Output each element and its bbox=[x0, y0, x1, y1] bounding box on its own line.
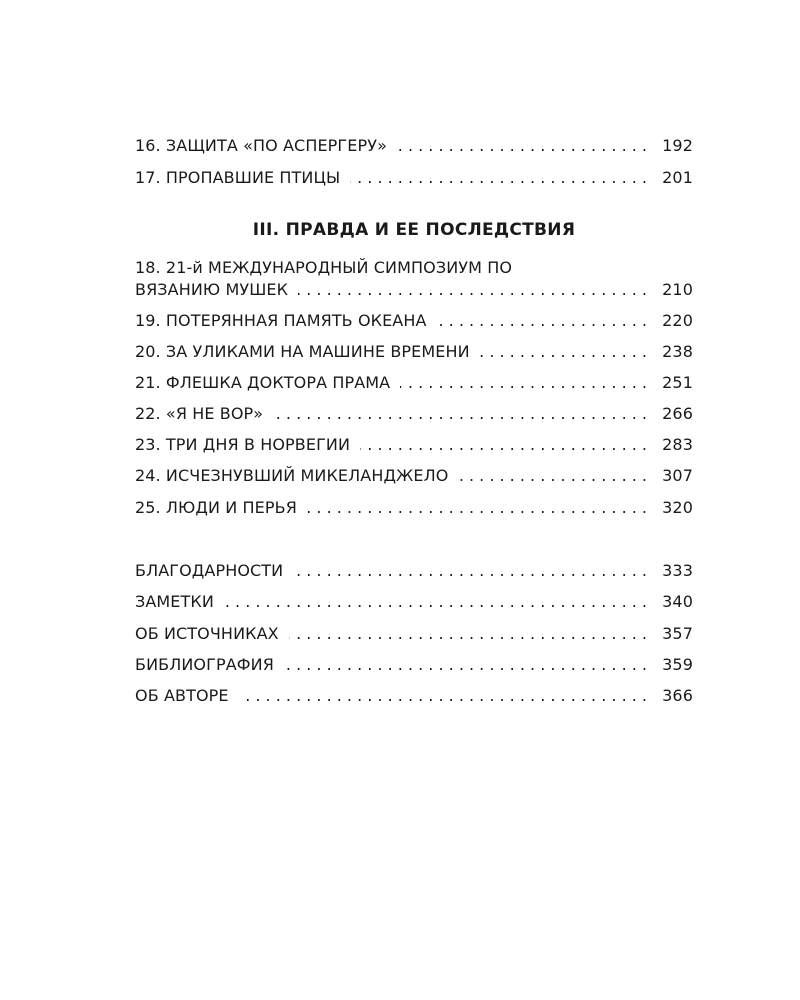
dot-leader bbox=[350, 167, 647, 189]
toc-entry-page: 201 bbox=[662, 168, 693, 187]
toc-entry-page: 192 bbox=[662, 136, 693, 155]
toc-entry-18[interactable] bbox=[135, 257, 693, 301]
toc-entry-page: 220 bbox=[662, 311, 693, 330]
toc-entry-page: 210 bbox=[662, 280, 693, 299]
toc-entry-page: 359 bbox=[662, 655, 693, 674]
toc-entry-page: 333 bbox=[662, 561, 693, 580]
toc-entry-title-line1: 18. 21-й МЕЖДУНАРОДНЫЙ СИМПОЗИУМ ПО bbox=[135, 258, 513, 277]
toc-entry-title: ОБ ИСТОЧНИКАХ bbox=[135, 624, 279, 643]
toc-entry-title: БИБЛИОГРАФИЯ bbox=[135, 655, 274, 674]
toc-entry-title: 19. ПОТЕРЯННАЯ ПАМЯТЬ ОКЕАНА bbox=[135, 311, 427, 330]
toc-entry-page: 238 bbox=[662, 342, 693, 361]
toc-entry-page: 320 bbox=[662, 498, 693, 517]
toc-entry-title: ЗАМЕТКИ bbox=[135, 592, 214, 611]
dot-leader bbox=[239, 685, 647, 707]
toc-entry-page: 357 bbox=[662, 624, 693, 643]
dot-leader bbox=[437, 310, 647, 332]
dot-leader bbox=[289, 623, 647, 645]
dot-leader bbox=[273, 403, 647, 425]
toc-entry-page: 251 bbox=[662, 373, 693, 392]
toc-entry-notes[interactable] bbox=[135, 591, 693, 613]
toc-entry-17[interactable] bbox=[135, 167, 693, 189]
toc-entry-page: 340 bbox=[662, 592, 693, 611]
toc-entry-21[interactable] bbox=[135, 372, 693, 394]
dot-leader bbox=[284, 654, 647, 676]
toc-entry-page: 266 bbox=[662, 404, 693, 423]
toc-entry-title: 25. ЛЮДИ И ПЕРЬЯ bbox=[135, 498, 297, 517]
toc-entry-title: БЛАГОДАРНОСТИ bbox=[135, 561, 284, 580]
toc-entry-about-author[interactable] bbox=[135, 685, 693, 707]
toc-entry-title-line2: ВЯЗАНИЮ МУШЕК bbox=[135, 280, 289, 299]
toc-entry-page: 307 bbox=[662, 466, 693, 485]
toc-entry-title: 23. ТРИ ДНЯ В НОРВЕГИИ bbox=[135, 435, 351, 454]
toc-entry-title: 20. ЗА УЛИКАМИ НА МАШИНЕ ВРЕМЕНИ bbox=[135, 342, 470, 361]
toc-entry-16[interactable] bbox=[135, 135, 693, 157]
dot-leader bbox=[480, 341, 647, 363]
toc-entry-bibliography[interactable] bbox=[135, 654, 693, 676]
toc-entry-title: 24. ИСЧЕЗНУВШИЙ МИКЕЛАНДЖЕЛО bbox=[135, 466, 449, 485]
toc-entry-title: ОБ АВТОРЕ bbox=[135, 686, 229, 705]
toc-entry-page: 366 bbox=[662, 686, 693, 705]
toc-entry-sources[interactable] bbox=[135, 623, 693, 645]
toc-entry-25[interactable] bbox=[135, 497, 693, 519]
toc-entry-title: 21. ФЛЕШКА ДОКТОРА ПРАМА bbox=[135, 373, 391, 392]
dot-leader bbox=[293, 560, 647, 582]
section-heading: III. ПРАВДА И ЕЕ ПОСЛЕДСТВИЯ bbox=[252, 220, 576, 240]
toc-entry-acknowledgements[interactable] bbox=[135, 560, 693, 582]
toc-entry-title: 17. ПРОПАВШИЕ ПТИЦЫ bbox=[135, 168, 341, 187]
toc-entry-23[interactable] bbox=[135, 434, 693, 456]
toc-entry-19[interactable] bbox=[135, 310, 693, 332]
dot-leader bbox=[458, 465, 647, 487]
toc-entry-title: 22. «Я НЕ ВОР» bbox=[135, 404, 264, 423]
dot-leader bbox=[400, 372, 647, 394]
toc-entry-24[interactable] bbox=[135, 465, 693, 487]
dot-leader bbox=[298, 279, 647, 301]
dot-leader bbox=[397, 135, 647, 157]
dot-leader bbox=[224, 591, 647, 613]
toc-entry-title: 16. ЗАЩИТА «ПО АСПЕРГЕРУ» bbox=[135, 136, 387, 155]
dot-leader bbox=[360, 434, 647, 456]
toc-entry-20[interactable] bbox=[135, 341, 693, 363]
toc-entry-page: 283 bbox=[662, 435, 693, 454]
toc-entry-22[interactable] bbox=[135, 403, 693, 425]
dot-leader bbox=[307, 497, 647, 519]
